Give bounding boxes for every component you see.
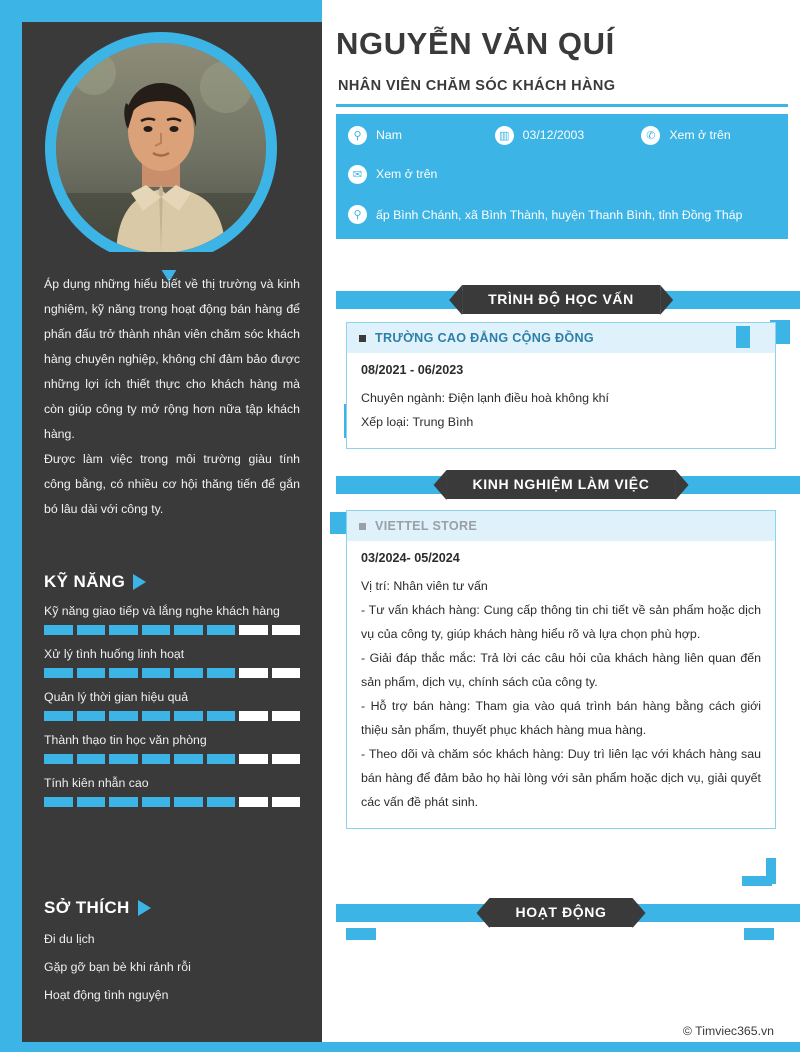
header-divider [336,104,788,107]
skill-bar [77,711,106,721]
skill-bar [77,754,106,764]
skill-rating [44,668,300,678]
arrow-right-icon [133,574,146,590]
activities-section-title: HOẠT ĐỘNG [490,898,633,927]
bubble-tail-mask [34,252,300,270]
skill-bar [207,711,236,721]
skill-item [44,604,300,635]
skill-rating [44,711,300,721]
avatar-photo [56,43,266,253]
experience-duty: - Tư vấn khách hàng: Cung cấp thông tin chi tiết về sản phẩm hoặc dịch vụ của công ty, giúp khách hàng hiểu rõ và lựa chọn phù hợp. [361,603,761,641]
hobbies-section [22,898,322,1002]
skill-bar [77,668,106,678]
footer-credit: © Timviec365.vn [682,1024,774,1038]
experience-card [346,510,776,829]
skill-bar [239,754,268,764]
education-body [347,353,775,448]
experience-position: Vị trí: Nhân viên tư vấn [361,579,488,593]
skill-item [44,776,300,807]
hobbies-section-title: SỞ THÍCH [44,898,130,917]
experience-body [347,541,775,828]
experience-banner [322,470,800,500]
education-grade: Xếp loại: Trung Bình [361,415,474,429]
mail-icon: ✉ [348,165,367,184]
experience-duty: - Theo dõi và chăm sóc khách hàng: Duy trì liên lạc với khách hàng sau bán hàng để đảm bảo họ hài lòng với sản phẩm hoặc dịch vụ, giải quyết các vấn đề phát sinh. [361,747,761,809]
skill-bar [109,711,138,721]
skill-bar [44,754,73,764]
skill-bar [272,625,301,635]
skill-bar [109,668,138,678]
skill-bar [239,797,268,807]
skill-bar [207,797,236,807]
skills-section [22,572,322,807]
contact-email-value: Xem ở trên [376,167,438,181]
calendar-icon: ▥ [495,126,514,145]
bottom-accent-strip-left [0,1042,322,1052]
skill-bar [44,625,73,635]
activities-banner [322,898,800,928]
skill-label: Kỹ năng giao tiếp và lắng nghe khách hàng [44,604,280,618]
education-banner [322,285,800,315]
arrow-right-icon [138,900,151,916]
phone-icon: ✆ [641,126,660,145]
hobby-item: Gặp gỡ bạn bè khi rảnh rỗi [44,960,191,974]
skill-label: Thành thạo tin học văn phòng [44,733,207,747]
experience-company: VIETTEL STORE [375,519,478,533]
skills-section-header [44,572,300,592]
skill-rating [44,797,300,807]
skill-bar [239,625,268,635]
skill-label: Quản lý thời gian hiệu quả [44,690,189,704]
activities-tab-left [346,928,376,940]
skill-bar [109,625,138,635]
skills-section-title: KỸ NĂNG [44,572,126,591]
skill-bar [44,711,73,721]
skill-bar [174,625,203,635]
skill-item [44,647,300,678]
skill-bar [44,797,73,807]
education-section-title: TRÌNH ĐỘ HỌC VẤN [462,285,660,314]
skill-bar [239,711,268,721]
summary-paragraph-2: Được làm việc trong môi trường giàu tính công bằng, có nhiều cơ hội thăng tiến để gắn bó lâu dài với công ty. [44,452,300,516]
skill-bar [142,797,171,807]
education-card [346,322,776,449]
skill-bar [272,711,301,721]
contact-email[interactable] [342,157,782,192]
contact-address [342,196,782,234]
skill-bar [77,625,106,635]
portrait-illustration [56,43,266,253]
experience-period: 03/2024- 05/2024 [361,551,460,565]
skill-bar [142,668,171,678]
skill-bar [272,754,301,764]
contact-block [336,114,788,239]
skill-label: Xử lý tình huống linh hoạt [44,647,185,661]
education-school-header [347,323,775,353]
skill-item [44,690,300,721]
experience-section-title: KINH NGHIỆM LÀM VIỆC [447,470,676,499]
experience-tab-bottom [742,876,772,886]
contact-row [336,196,788,234]
skill-bar [142,625,171,635]
skill-bar [272,797,301,807]
skill-bar [142,711,171,721]
contact-phone-value: Xem ở trên [669,128,731,142]
skill-bar [174,668,203,678]
skill-label: Tính kiên nhẫn cao [44,776,149,790]
contact-phone[interactable] [635,118,782,153]
education-notch [736,326,750,348]
experience-duty: - Hỗ trợ bán hàng: Tham gia vào quá trình bán hàng bằng cách giới thiệu sản phẩm, thuyết phục khách hàng mua hàng. [361,699,761,737]
experience-duty: - Giải đáp thắc mắc: Trả lời các câu hỏi của khách hàng liên quan đến sản phẩm, dịch vụ, chính sách của công ty. [361,651,761,689]
skill-bar [142,754,171,764]
job-title: NHÂN VIÊN CHĂM SÓC KHÁCH HÀNG [338,78,616,94]
skill-bar [174,797,203,807]
skill-bar [174,711,203,721]
hobbies-section-header [44,898,300,918]
skill-bar [109,754,138,764]
skill-bar [207,668,236,678]
avatar [45,32,277,264]
contact-gender [342,118,489,153]
hobby-item: Hoạt động tình nguyện [44,988,169,1002]
contact-row [336,157,788,192]
skill-bar [109,797,138,807]
gender-icon: ⚲ [348,126,367,145]
banner-bar-right [620,904,800,922]
page-title: NGUYỄN VĂN QUÍ [336,26,615,61]
skill-rating [44,625,300,635]
location-icon: ⚲ [348,205,367,224]
education-period: 08/2021 - 06/2023 [361,363,464,377]
left-column [22,0,322,1052]
left-accent-strip [0,0,22,1052]
summary-paragraph-1: Áp dụng những hiểu biết về thị trường và kinh nghiệm, kỹ năng trong hoạt động bán hàng để phấn đấu trở thành nhân viên chăm sóc khách hàng chuyên nghiệp, không chỉ đảm bảo được những lợi ích thiết thực cho khách hàng mà còn giúp công ty mở rộng hơn nữa tập khách hàng. [44,277,300,441]
skill-bar [272,668,301,678]
skill-bar [207,754,236,764]
education-major: Chuyên ngành: Điện lạnh điều hoà không khí [361,391,610,405]
skill-bar [207,625,236,635]
skill-bar [44,668,73,678]
bullet-square-icon [359,523,366,530]
activities-tab-right [744,928,774,940]
hobby-item: Đi du lịch [44,932,95,946]
contact-gender-value: Nam [376,128,402,142]
contact-row [336,118,788,153]
education-school: TRƯỜNG CAO ĐẲNG CỘNG ĐỒNG [375,331,594,345]
contact-birthday-value: 03/12/2003 [522,128,585,142]
summary-text [22,272,322,522]
skill-item [44,733,300,764]
contact-address-value: ấp Bình Chánh, xã Bình Thành, huyện Thanh Bình, tỉnh Đồng Tháp [376,208,743,222]
skill-bar [77,797,106,807]
experience-company-header [347,511,775,541]
skill-bar [239,668,268,678]
skill-bar [174,754,203,764]
skill-rating [44,754,300,764]
contact-birthday [489,118,636,153]
bullet-square-icon [359,335,366,342]
